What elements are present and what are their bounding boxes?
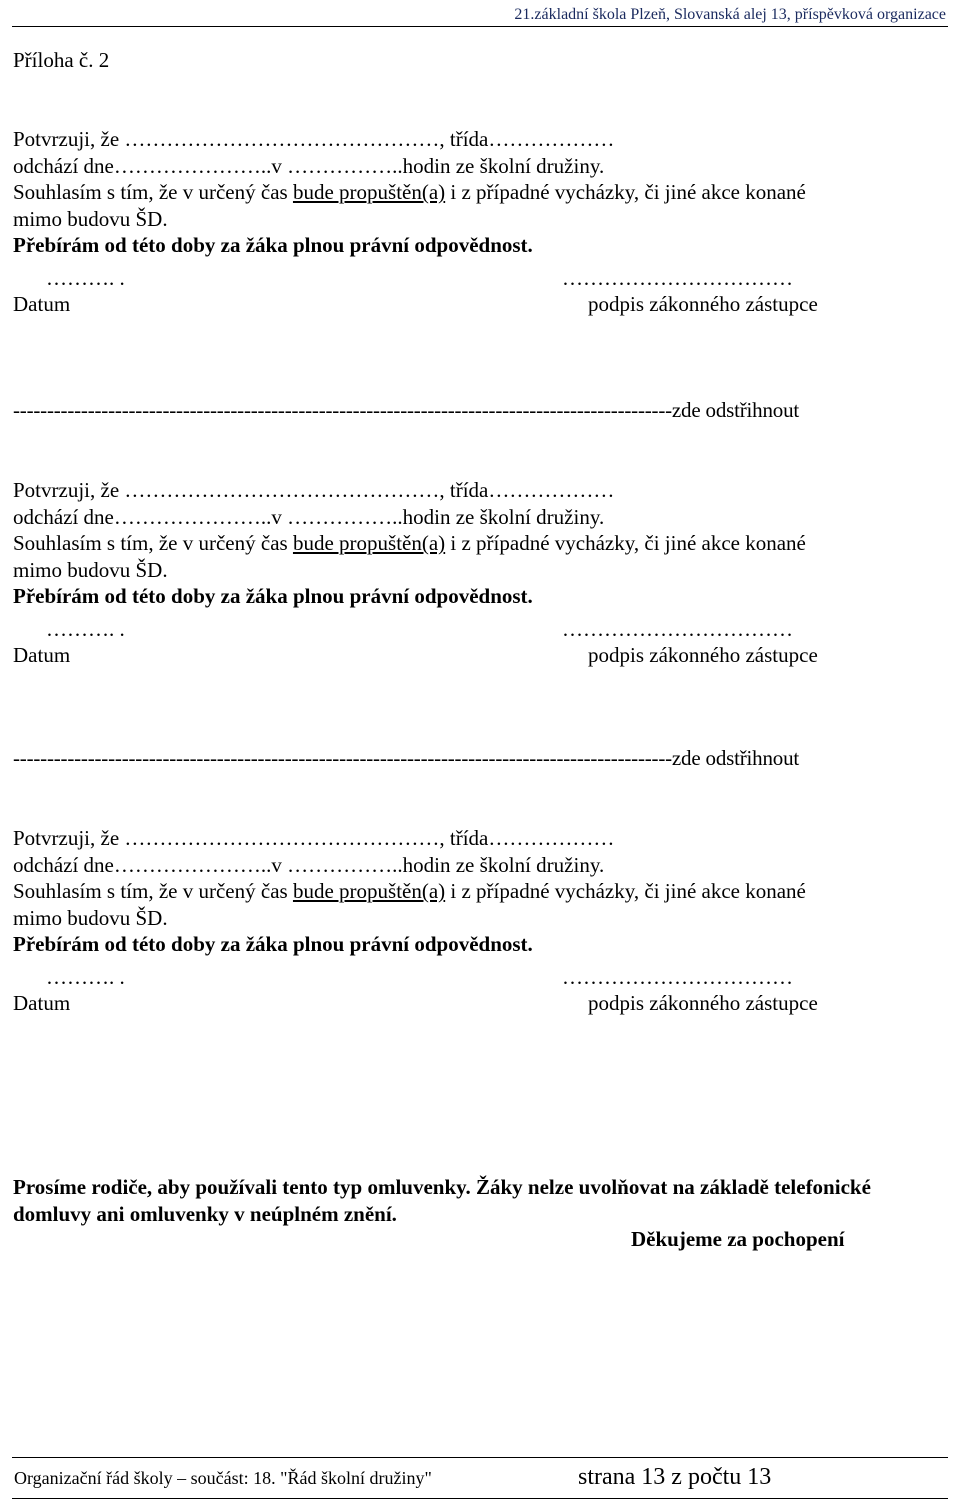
date-label: Datum — [13, 642, 71, 667]
cut-line-2: -------------------------------------------------------------------------------------------------zde odstřihnout — [13, 746, 799, 770]
slip-confirm-line: Potvrzuji, že ………………………………………, třída……………… — [13, 127, 615, 151]
date-dots: ………. . — [46, 964, 125, 989]
slip-consent-line: Souhlasím s tím, že v určený čas bude propuštěn(a) i z případné vycházky, či jiné akce konané — [13, 879, 806, 903]
excuse-slip-3 — [13, 825, 943, 1020]
slip-consent-line: Souhlasím s tím, že v určený čas bude propuštěn(a) i z případné vycházky, či jiné akce konané — [13, 180, 806, 204]
signature-block — [13, 616, 943, 672]
signature-label: podpis zákonného zástupce — [588, 291, 818, 316]
slip-building-line: mimo budovu ŠD. — [13, 905, 168, 930]
excuse-slip-2 — [13, 477, 943, 672]
parent-notice: Prosíme rodiče, aby používali tento typ omluvenky. Žáky nelze uvolňovat na základě telefonické domluvy ani omluvenky v neúplném znění. — [13, 1175, 871, 1226]
slip-responsibility-line: Přebírám od této doby za žáka plnou právní odpovědnost. — [13, 584, 533, 608]
signature-block — [13, 265, 943, 321]
excuse-slip-1 — [13, 126, 943, 321]
slip-confirm-line: Potvrzuji, že ………………………………………, třída……………… — [13, 478, 615, 502]
slip-building-line: mimo budovu ŠD. — [13, 206, 168, 231]
signature-block — [13, 964, 943, 1020]
signature-dots: …………………………… — [562, 265, 793, 290]
slip-responsibility-line: Přebírám od této doby za žáka plnou právní odpovědnost. — [13, 233, 533, 257]
date-dots: ………. . — [46, 616, 125, 641]
signature-label: podpis zákonného zástupce — [588, 990, 818, 1015]
signature-dots: …………………………… — [562, 616, 793, 641]
slip-leave-line: odchází dne…………………..v ……………..hodin ze školní družiny. — [13, 153, 605, 178]
date-dots: ………. . — [46, 265, 125, 290]
signature-label: podpis zákonného zástupce — [588, 642, 818, 667]
page-header — [12, 4, 948, 27]
thanks-text: Děkujeme za pochopení — [631, 1227, 845, 1251]
slip-confirm-line: Potvrzuji, že ………………………………………, třída……………… — [13, 826, 615, 850]
slip-leave-line: odchází dne…………………..v ……………..hodin ze školní družiny. — [13, 852, 605, 877]
slip-consent-line: Souhlasím s tím, že v určený čas bude propuštěn(a) i z případné vycházky, či jiné akce konané — [13, 531, 806, 555]
cut-line-1: -------------------------------------------------------------------------------------------------zde odstřihnout — [13, 398, 799, 422]
slip-responsibility-line: Přebírám od této doby za žáka plnou právní odpovědnost. — [13, 932, 533, 956]
footer-document-name: Organizační řád školy – součást: 18. "Řád školní družiny" — [14, 1468, 432, 1488]
date-label: Datum — [13, 291, 71, 316]
signature-dots: …………………………… — [562, 964, 793, 989]
page-footer — [12, 1457, 948, 1499]
school-name: 21.základní škola Plzeň, Slovanská alej 13, příspěvková organizace — [514, 6, 946, 23]
page-number: strana 13 z počtu 13 — [578, 1464, 772, 1490]
date-label: Datum — [13, 990, 71, 1015]
annex-title: Příloha č. 2 — [13, 48, 110, 72]
slip-leave-line: odchází dne…………………..v ……………..hodin ze školní družiny. — [13, 504, 605, 529]
slip-building-line: mimo budovu ŠD. — [13, 557, 168, 582]
